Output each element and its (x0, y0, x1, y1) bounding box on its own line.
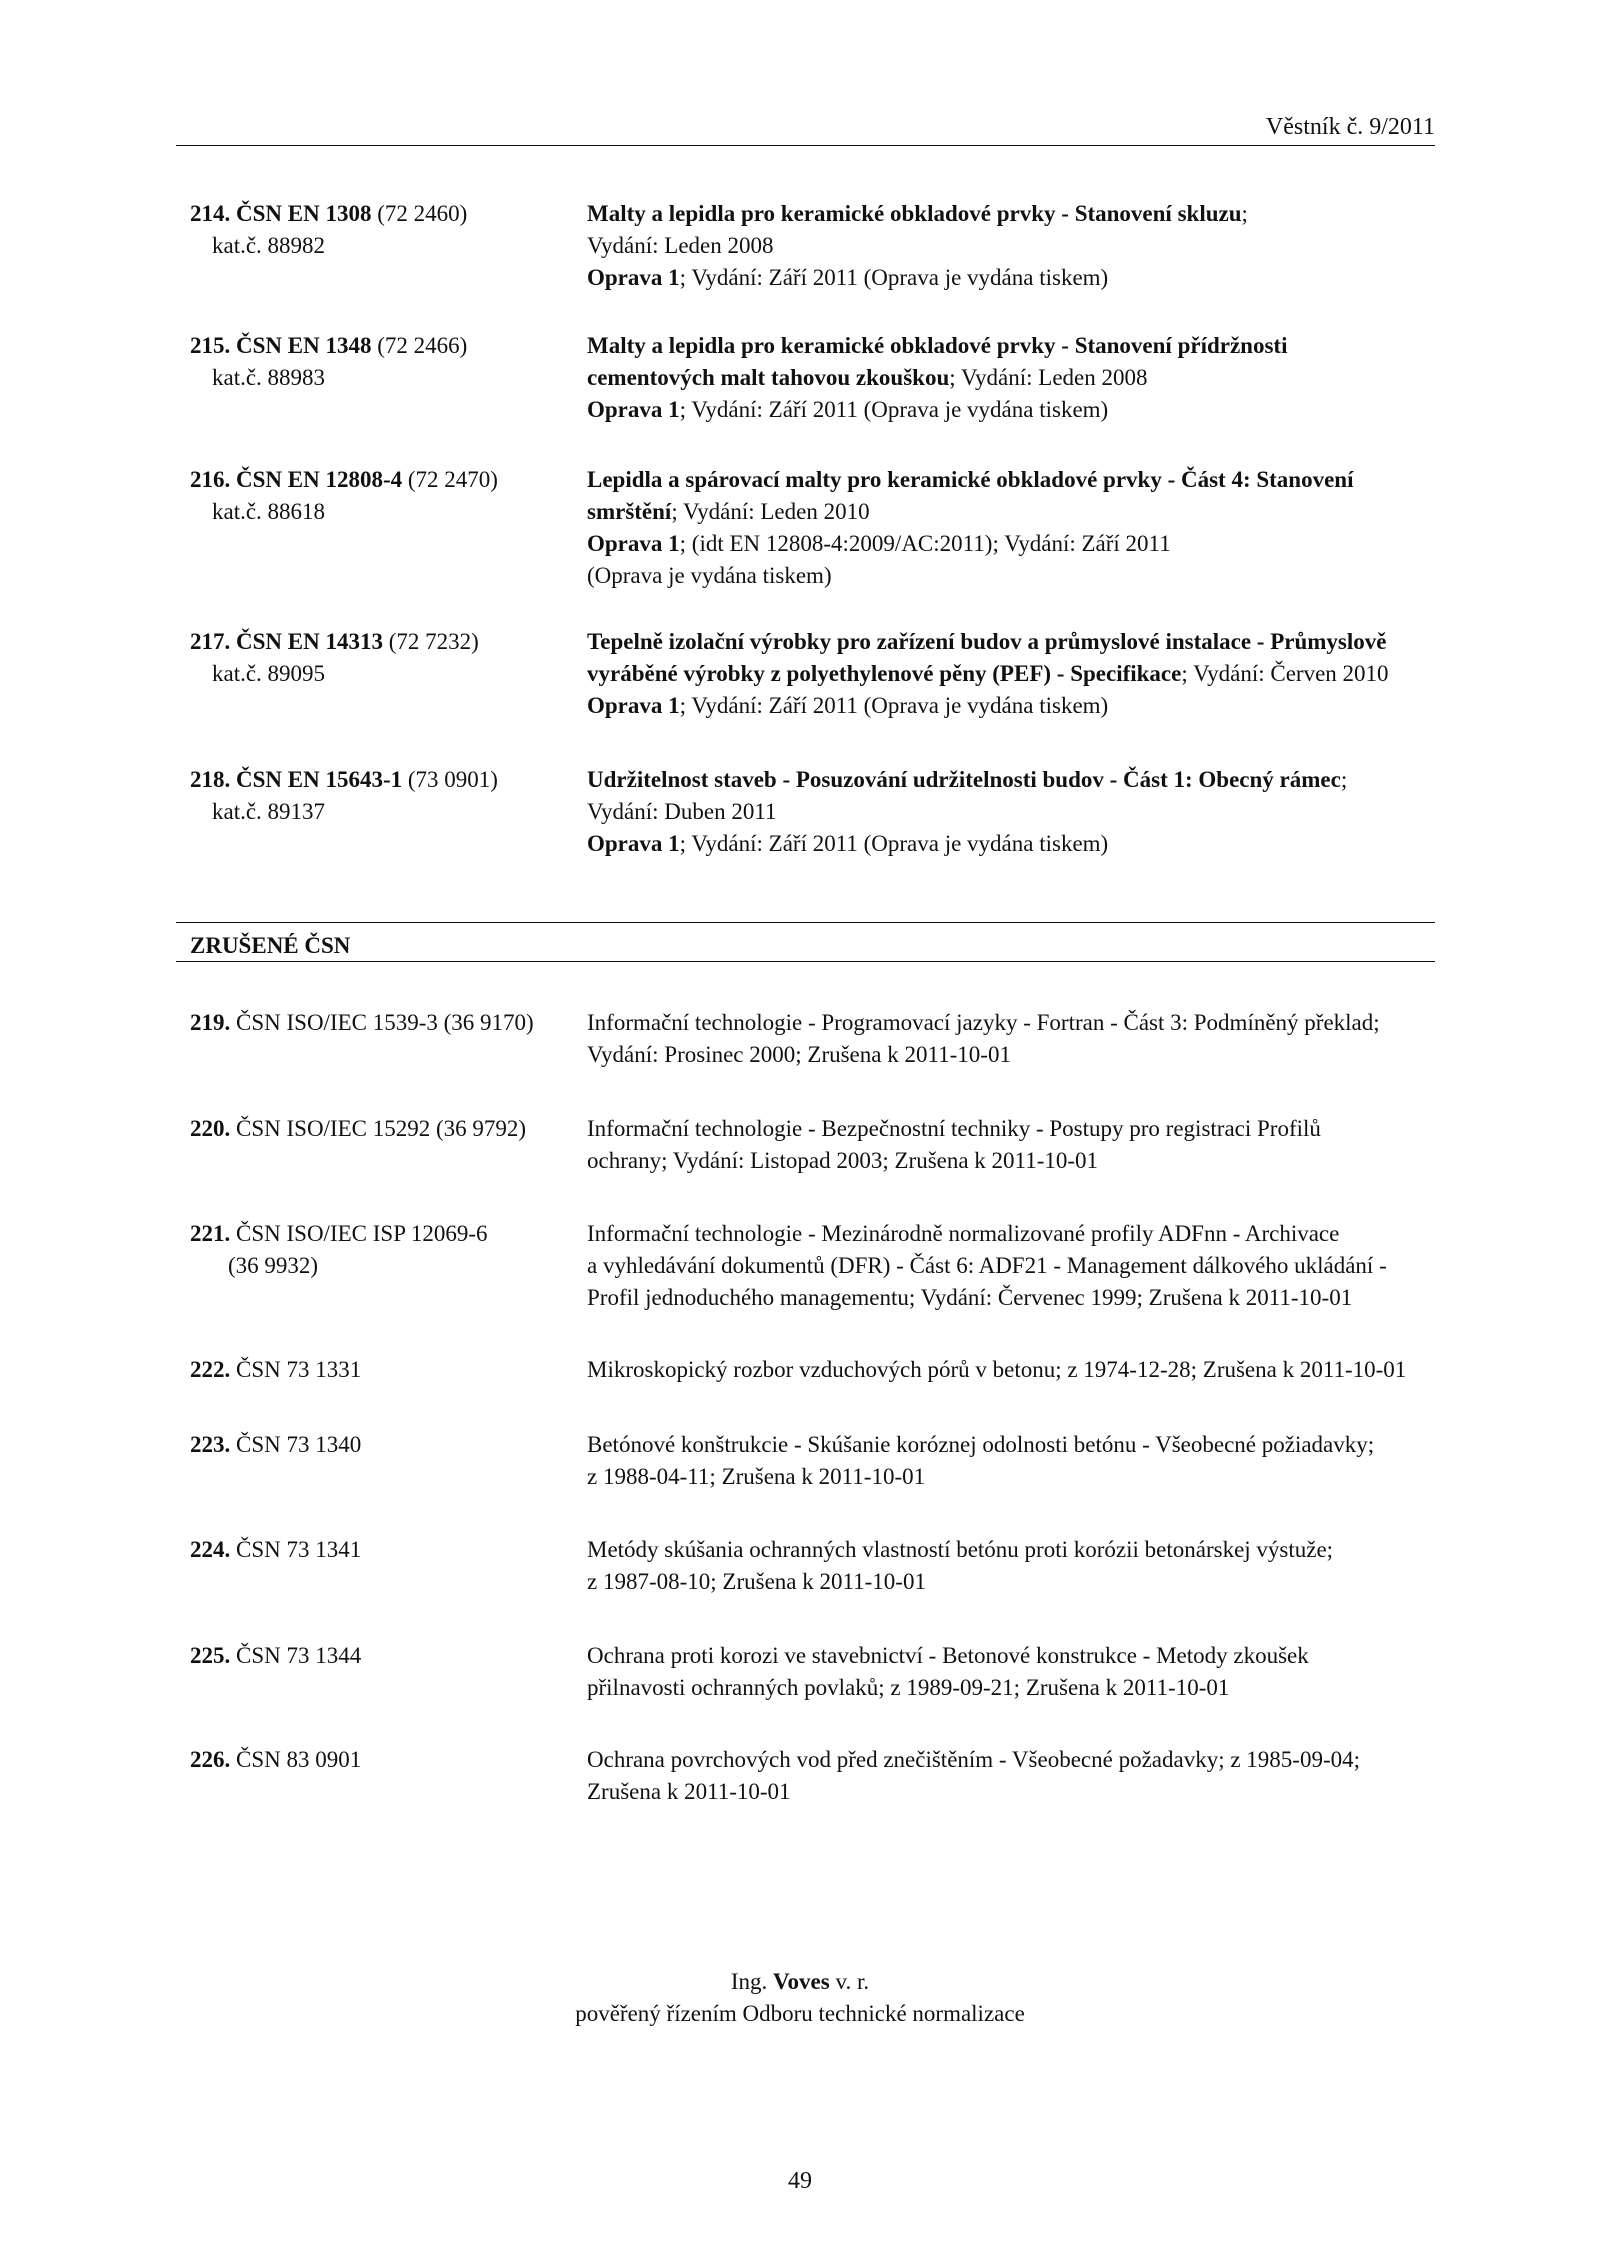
description-line (587, 828, 1447, 860)
entry-description (587, 1744, 1447, 1808)
description-line (587, 1640, 1447, 1672)
entry-identifier (190, 330, 467, 394)
bold-text: cementových malt tahovou zkouškou (587, 365, 950, 390)
entry-description (587, 1007, 1447, 1071)
text: (72 2460) (371, 201, 468, 226)
bold-text: 226. (190, 1747, 231, 1772)
description-line (587, 528, 1447, 560)
identifier-line (190, 464, 498, 496)
text: kat.č. 88618 (212, 499, 326, 524)
text: ; (idt EN 12808-4:2009/AC:2011); Vydání: Září 2011 (679, 531, 1171, 556)
text: ; (1241, 201, 1248, 226)
description-line (587, 1218, 1447, 1250)
entry-description (587, 626, 1447, 722)
text: ; Vydání: Červen 2010 (1181, 661, 1389, 686)
bold-text: vyráběné výrobky z polyethylenové pěny (PEF) - Specifikace (587, 661, 1182, 686)
description-line (587, 764, 1447, 796)
entry-description (587, 198, 1447, 294)
identifier-line (190, 1534, 361, 1566)
description-line (587, 464, 1447, 496)
entry-identifier (190, 198, 467, 262)
description-line (587, 1007, 1447, 1039)
identifier-line (190, 1354, 361, 1386)
bold-text: 218. ČSN EN 15643-1 (190, 767, 403, 792)
text: ; Vydání: Leden 2010 (671, 499, 870, 524)
bold-text: Lepidla a spárovací malty pro keramické obkladové prvky - Část 4: Stanovení (587, 467, 1354, 492)
bold-text: Oprava 1 (587, 265, 680, 290)
entry-description (587, 764, 1447, 860)
entry-description (587, 1354, 1447, 1386)
text: ; Vydání: Září 2011 (Oprava je vydána tiskem) (679, 265, 1109, 290)
bold-text: 224. (190, 1537, 231, 1562)
text: Informační technologie - Bezpečnostní techniky - Postupy pro registraci Profilů (587, 1116, 1321, 1141)
bold-text: 220. (190, 1116, 231, 1141)
description-line (587, 1776, 1447, 1808)
description-line (587, 1039, 1447, 1071)
entry-identifier (190, 1218, 488, 1282)
text: Profil jednoduchého managementu; Vydání: Červenec 1999; Zrušena k 2011-10-01 (587, 1285, 1353, 1310)
entry-description (587, 1113, 1447, 1177)
identifier-line (190, 626, 479, 658)
description-line (587, 1250, 1447, 1282)
description-line (587, 1145, 1447, 1177)
description-line (587, 262, 1447, 294)
section-title: ZRUŠENÉ ČSN (190, 933, 351, 958)
bold-text: Oprava 1 (587, 831, 680, 856)
description-line (587, 1354, 1447, 1386)
entry-identifier (190, 1007, 534, 1039)
description-line (587, 330, 1447, 362)
bold-text: 219. (190, 1010, 231, 1035)
identifier-line (190, 1218, 488, 1250)
bold-text: 214. ČSN EN 1308 (190, 201, 372, 226)
identifier-line (190, 198, 467, 230)
text: (73 0901) (402, 767, 498, 792)
entry-description (587, 1640, 1447, 1704)
text: Vydání: Leden 2008 (587, 233, 774, 258)
text: Vydání: Duben 2011 (587, 799, 777, 824)
text: ČSN 73 1341 (230, 1537, 362, 1562)
entry-identifier (190, 626, 479, 690)
description-line (587, 690, 1447, 722)
entry-description (587, 1218, 1447, 1314)
text: ochrany; Vydání: Listopad 2003; Zrušena k 2011-10-01 (587, 1148, 1099, 1173)
entry-identifier (190, 1744, 361, 1776)
text: (72 2470) (402, 467, 498, 492)
text: ; Vydání: Září 2011 (Oprava je vydána tiskem) (679, 831, 1109, 856)
text: ČSN 73 1344 (230, 1643, 362, 1668)
text: ČSN ISO/IEC ISP 12069-6 (230, 1221, 488, 1246)
identifier-line (190, 1744, 361, 1776)
description-line (587, 230, 1447, 262)
bold-text: 216. ČSN EN 12808-4 (190, 467, 403, 492)
text: ; Vydání: Září 2011 (Oprava je vydána tiskem) (679, 693, 1109, 718)
description-line (587, 1429, 1447, 1461)
text: Informační technologie - Programovací jazyky - Fortran - Část 3: Podmíněný překlad; (587, 1010, 1380, 1035)
bold-text: 225. (190, 1643, 231, 1668)
entry-identifier (190, 764, 498, 828)
text: přilnavosti ochranných povlaků; z 1989-09-21; Zrušena k 2011-10-01 (587, 1675, 1230, 1700)
section-rule-top (176, 922, 1435, 923)
signatory-name (0, 1966, 1600, 1998)
header-rule (176, 145, 1435, 146)
bulletin-title: Věstník č. 9/2011 (1265, 114, 1435, 140)
bold-text: 217. ČSN EN 14313 (190, 629, 383, 654)
entry-identifier (190, 1429, 361, 1461)
bold-text: 222. (190, 1357, 231, 1382)
entry-identifier (190, 1354, 361, 1386)
description-line (587, 394, 1447, 426)
identifier-line (190, 1250, 488, 1282)
bold-text: Malty a lepidla pro keramické obkladové prvky - Stanovení skluzu (587, 201, 1242, 226)
identifier-line (190, 1640, 361, 1672)
entry-description (587, 1534, 1447, 1598)
description-line (587, 1113, 1447, 1145)
description-line (587, 560, 1447, 592)
description-line (587, 362, 1447, 394)
text: ČSN ISO/IEC 15292 (36 9792) (230, 1116, 527, 1141)
bold-text: smrštění (587, 499, 672, 524)
entry-description (587, 330, 1447, 426)
text: ČSN 83 0901 (230, 1747, 362, 1772)
description-line (587, 626, 1447, 658)
text: ČSN 73 1340 (230, 1432, 362, 1457)
text: ; Vydání: Září 2011 (Oprava je vydána tiskem) (679, 397, 1109, 422)
section-rule-bottom (176, 961, 1435, 962)
page-number: 49 (788, 2168, 812, 2194)
text: z 1987-08-10; Zrušena k 2011-10-01 (587, 1569, 926, 1594)
text: kat.č. 89137 (212, 799, 326, 824)
bold-text: 221. (190, 1221, 231, 1246)
text: z 1988-04-11; Zrušena k 2011-10-01 (587, 1464, 926, 1489)
description-line (587, 1672, 1447, 1704)
description-line (587, 796, 1447, 828)
entry-description (587, 1429, 1447, 1493)
text: kat.č. 89095 (212, 661, 326, 686)
bold-text: Oprava 1 (587, 397, 680, 422)
text: kat.č. 88982 (212, 233, 326, 258)
entry-identifier (190, 1640, 361, 1672)
signatory-role (0, 1998, 1600, 2030)
entry-identifier (190, 1113, 526, 1145)
identifier-line (190, 1429, 361, 1461)
bold-text: Malty a lepidla pro keramické obkladové prvky - Stanovení přídržnosti (587, 333, 1288, 358)
description-line (587, 1566, 1447, 1598)
identifier-line (190, 1007, 534, 1039)
entry-description (587, 464, 1447, 592)
bold-text: Tepelně izolační výrobky pro zařízení budov a průmyslové instalace - Průmyslově (587, 629, 1387, 654)
text: Betónové konštrukcie - Skúšanie koróznej odolnosti betónu - Všeobecné požiadavky; (587, 1432, 1375, 1457)
text: (36 9932) (228, 1253, 319, 1278)
description-line (587, 658, 1447, 690)
bold-text: 215. ČSN EN 1348 (190, 333, 372, 358)
text: (72 2466) (371, 333, 468, 358)
text: ČSN 73 1331 (230, 1357, 362, 1382)
identifier-line (190, 764, 498, 796)
text: Ing. (730, 1969, 774, 1994)
text: Metódy skúšania ochranných vlastností betónu proti korózii betonárskej výstuže; (587, 1537, 1334, 1562)
text: Ochrana proti korozi ve stavebnictví - Betonové konstrukce - Metody zkoušek (587, 1643, 1309, 1668)
description-line (587, 1461, 1447, 1493)
description-line (587, 1744, 1447, 1776)
identifier-line (190, 658, 479, 690)
identifier-line (190, 230, 467, 262)
text: ; (1340, 767, 1348, 792)
text: ČSN ISO/IEC 1539-3 (36 9170) (230, 1010, 534, 1035)
text: a vyhledávání dokumentů (DFR) - Část 6: ADF21 - Management dálkového ukládání - (587, 1253, 1387, 1278)
bold-text: 223. (190, 1432, 231, 1457)
text: Mikroskopický rozbor vzduchových pórů v betonu; z 1974-12-28; Zrušena k 2011-10-01 (587, 1357, 1407, 1382)
text: pověřený řízením Odboru technické normalizace (575, 2001, 1025, 2026)
text: v. r. (829, 1969, 870, 1994)
text: ; Vydání: Leden 2008 (949, 365, 1148, 390)
identifier-line (190, 496, 498, 528)
description-line (587, 1534, 1447, 1566)
bold-text: Udržitelnost staveb - Posuzování udržitelnosti budov - Část 1: Obecný rámec (587, 767, 1341, 792)
identifier-line (190, 1113, 526, 1145)
description-line (587, 198, 1447, 230)
bold-text: Oprava 1 (587, 531, 680, 556)
entry-identifier (190, 464, 498, 528)
description-line (587, 496, 1447, 528)
text: Ochrana povrchových vod před znečištěním - Všeobecné požadavky; z 1985-09-04; (587, 1747, 1361, 1772)
entry-identifier (190, 1534, 361, 1566)
description-line (587, 1282, 1447, 1314)
identifier-line (190, 330, 467, 362)
identifier-line (190, 362, 467, 394)
text: kat.č. 88983 (212, 365, 326, 390)
bold-text: Oprava 1 (587, 693, 680, 718)
text: (Oprava je vydána tiskem) (587, 563, 832, 588)
text: Zrušena k 2011-10-01 (587, 1779, 791, 1804)
text: (72 7232) (382, 629, 479, 654)
text: Vydání: Prosinec 2000; Zrušena k 2011-10-01 (587, 1042, 1011, 1067)
bold-text: Voves (773, 1969, 830, 1994)
identifier-line (190, 796, 498, 828)
text: Informační technologie - Mezinárodně normalizované profily ADFnn - Archivace (587, 1221, 1340, 1246)
